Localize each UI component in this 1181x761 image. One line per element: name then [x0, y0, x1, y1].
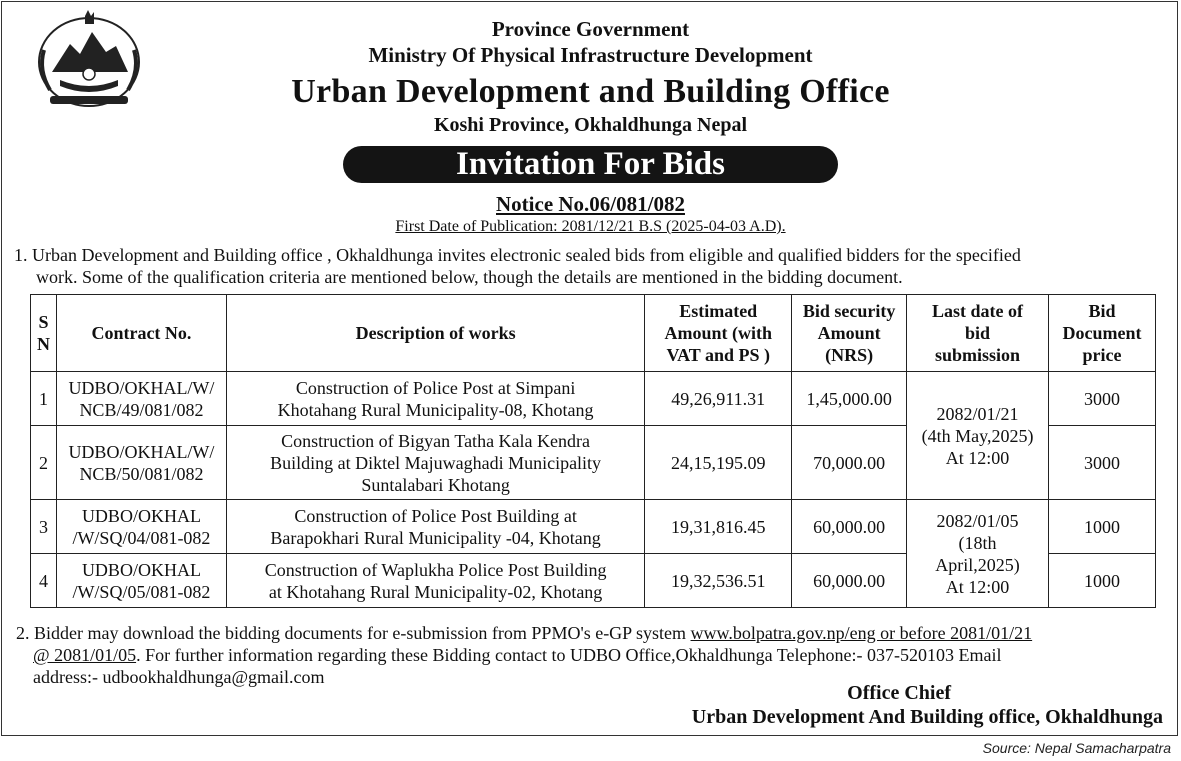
contract-l1: UDBO/OKHAL: [81, 505, 201, 526]
contract-l2: NCB/50/081/082: [79, 463, 204, 484]
desc-l1: Construction of Bigyan Tatha Kala Kendra: [281, 430, 591, 451]
row-security: 60,000.00: [792, 500, 907, 554]
row-sn: 2: [31, 426, 57, 500]
col-security-l3: (NRS): [825, 345, 874, 365]
row-sn: 4: [31, 554, 57, 608]
col-docprice-l1: Bid: [1088, 301, 1116, 321]
ministry-heading: Ministry Of Physical Infrastructure Development: [368, 43, 813, 67]
desc-l1: Construction of Police Post at Simpani: [295, 377, 576, 398]
deadline-b-ad-2: April,2025): [935, 554, 1020, 575]
col-docprice-l2: Document: [1062, 323, 1142, 343]
row-doc-price: 3000: [1048, 372, 1155, 426]
table-row: [31, 500, 1156, 554]
col-security-l2: Amount: [817, 323, 881, 343]
row-sn: 1: [31, 372, 57, 426]
col-bid-security: [792, 295, 907, 372]
row-contract: [56, 554, 226, 608]
contract-l2: NCB/49/081/082: [79, 399, 204, 420]
col-contract: Contract No.: [56, 295, 226, 372]
row-estimated: 19,32,536.51: [645, 554, 792, 608]
col-lastdate-l3: submission: [935, 345, 1021, 365]
col-lastdate-l1: Last date of: [932, 301, 1024, 321]
deadline-b-date: 2082/01/05: [936, 510, 1019, 531]
contract-l2: /W/SQ/04/081-082: [72, 527, 211, 548]
table-row: [31, 372, 1156, 426]
col-estimated-l1: Estimated: [679, 301, 758, 321]
signature-title: Office Chief: [847, 682, 951, 704]
col-sn: [31, 295, 57, 372]
intro-line-1: 1. Urban Development and Building office , Okhaldhunga invites electronic sealed bids from eligible and qualified bidders for the specified: [14, 245, 1021, 265]
col-security-l1: Bid security: [802, 301, 896, 321]
row-deadline-a: [907, 372, 1049, 500]
col-docprice-l3: price: [1082, 345, 1122, 365]
office-location: Koshi Province, Okhaldhunga Nepal: [433, 114, 748, 136]
note2-line-2: [33, 644, 1001, 666]
source-credit: Source: Nepal Samacharpatra: [982, 740, 1171, 756]
desc-l2: Khotahang Rural Municipality-08, Khotang: [277, 399, 594, 420]
deadline-a-ad: (4th May,2025): [921, 425, 1034, 446]
signature-office: Urban Development And Building office, Okhaldhunga: [691, 706, 1163, 728]
desc-l1: Construction of Waplukha Police Post Building: [264, 559, 607, 580]
row-security: 70,000.00: [792, 426, 907, 500]
table-header-row: [31, 295, 1156, 372]
contract-l1: UDBO/OKHAL/W/: [68, 377, 215, 398]
deadline-a-time: At 12:00: [945, 447, 1010, 468]
row-contract: [56, 372, 226, 426]
desc-l3: Suntalabari Khotang: [361, 474, 510, 495]
row-deadline-b: [907, 500, 1049, 608]
contract-l2: /W/SQ/05/081-082: [72, 581, 211, 602]
row-sn: 3: [31, 500, 57, 554]
desc-l1: Construction of Police Post Building at: [294, 505, 577, 526]
contract-l1: UDBO/OKHAL: [81, 559, 201, 580]
col-doc-price: [1048, 295, 1155, 372]
note2-line-3: address:- udbookhaldhunga@gmail.com: [33, 667, 325, 687]
col-description: Description of works: [226, 295, 644, 372]
row-description: [226, 554, 644, 608]
desc-l2: Barapokhari Rural Municipality -04, Khotang: [270, 527, 601, 548]
row-estimated: 19,31,816.45: [645, 500, 792, 554]
deadline-b-time: At 12:00: [945, 576, 1010, 597]
desc-l2: at Khotahang Rural Municipality-02, Khotang: [268, 581, 603, 602]
col-sn-l1: S: [38, 312, 49, 332]
note2-line-1: [16, 622, 1170, 644]
office-title: Urban Development and Building Office: [291, 73, 890, 110]
row-description: [226, 500, 644, 554]
col-sn-l2: N: [36, 334, 50, 354]
row-doc-price: 3000: [1048, 426, 1155, 500]
col-estimated-l2: Amount (with: [664, 323, 772, 343]
note2-text-2: . For further information regarding these Bidding contact to UDBO Office,Okhaldhunga Telephone:- 037-520103 Email: [136, 645, 1002, 665]
row-security: 1,45,000.00: [792, 372, 907, 426]
invitation-banner: Invitation For Bids: [343, 146, 838, 183]
row-description: [226, 426, 644, 500]
note2-text-1: 2. Bidder may download the bidding documents for e-submission from PPMO's e-GP system: [16, 623, 691, 643]
col-last-date: [907, 295, 1049, 372]
row-description: [226, 372, 644, 426]
bids-table: [30, 294, 1156, 608]
row-estimated: 49,26,911.31: [645, 372, 792, 426]
bolpatra-link[interactable]: www.bolpatra.gov.np/eng or before 2081/01/21: [690, 623, 1033, 643]
contract-l1: UDBO/OKHAL/W/: [68, 441, 215, 462]
row-security: 60,000.00: [792, 554, 907, 608]
notice-number: Notice No.06/081/082: [496, 192, 685, 216]
desc-l2: Building at Diktel Majuwaghadi Municipality: [270, 452, 602, 473]
col-estimated-l3: VAT and PS ): [666, 345, 770, 365]
deadline-a-date: 2082/01/21: [936, 403, 1019, 424]
row-contract: [56, 500, 226, 554]
row-contract: [56, 426, 226, 500]
col-lastdate-l2: bid: [965, 323, 991, 343]
row-doc-price: 1000: [1048, 554, 1155, 608]
province-government-heading: Province Government: [491, 17, 690, 41]
publication-date: First Date of Publication: 2081/12/21 B.S (2025-04-03 A.D).: [395, 218, 786, 235]
row-estimated: 24,15,195.09: [645, 426, 792, 500]
col-estimated: [645, 295, 792, 372]
date-link[interactable]: @ 2081/01/05: [33, 645, 137, 665]
row-doc-price: 1000: [1048, 500, 1155, 554]
intro-line-2: work. Some of the qualification criteria are mentioned below, though the details are mentioned in the bidding document.: [36, 267, 903, 287]
deadline-b-ad-1: (18th: [958, 532, 997, 553]
